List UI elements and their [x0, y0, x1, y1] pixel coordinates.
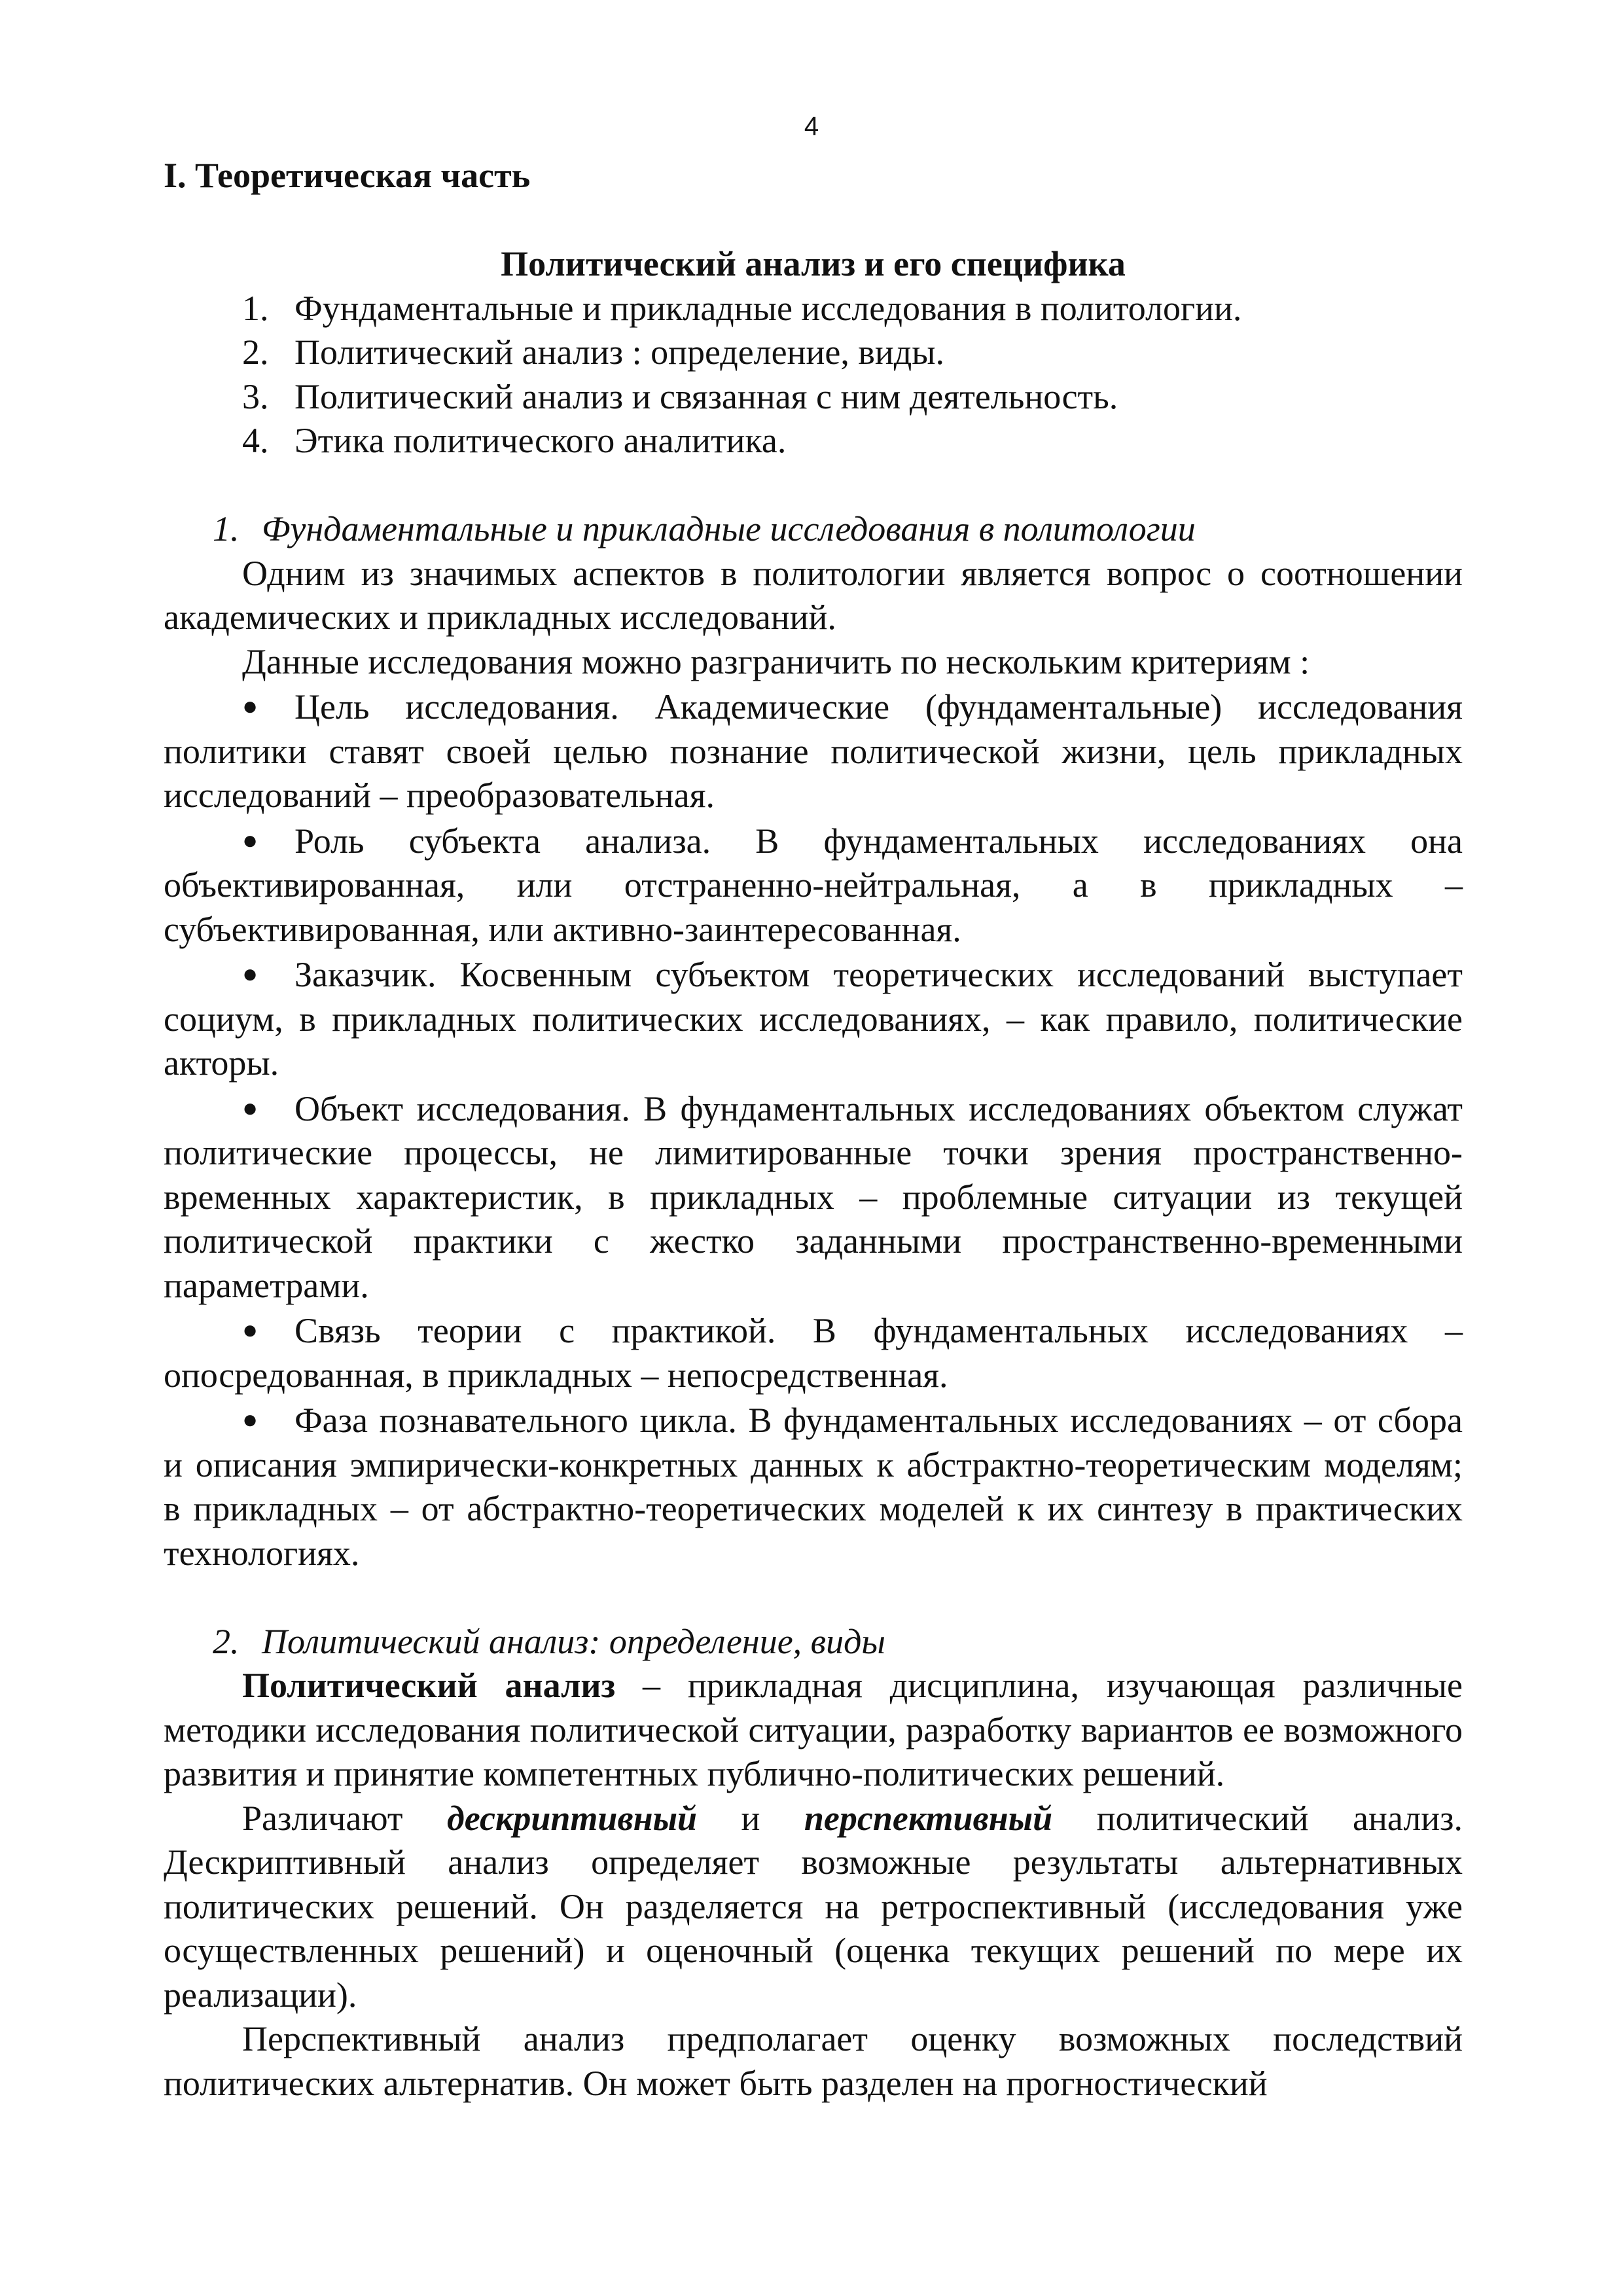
criterion-text: Заказчик. Косвенным субъектом теоретических исследований выступает социум, в прикладных политических исследованиях, – как правило, политические акторы. — [164, 955, 1463, 1083]
part-title: I. Теоретическая часть — [164, 156, 531, 195]
criterion-item — [164, 1397, 1463, 1575]
criterion-text: Связь теории с практикой. В фундаментальных исследованиях – опосредованная, в прикладных – непосредственная. — [164, 1311, 1463, 1395]
section-2-heading — [164, 1620, 1463, 1664]
toc-item — [164, 419, 1463, 463]
toc-item — [164, 331, 1463, 375]
types-and: и — [697, 1798, 804, 1838]
section-1-heading — [164, 507, 1463, 552]
toc-item-number: 3. — [242, 376, 269, 416]
criterion-text: Объект исследования. В фундаментальных исследованиях объектом служат политические процессы, не лимитированные точки зрения пространственно-временных характеристик, в прикладных – проблемные ситуации из текущей политической практики с жестко заданными пространственно-временными параметрами. — [164, 1088, 1463, 1305]
analysis-types-paragraph — [164, 1797, 1463, 2018]
definition-paragraph — [164, 1664, 1463, 1797]
section-2-title: Политический анализ: определение, виды — [262, 1621, 885, 1661]
toc-item-number: 1. — [242, 288, 269, 328]
criteria-intro-paragraph: Данные исследования можно разграничить по нескольким критериям : — [242, 641, 1310, 681]
definition-term: Политический анализ — [242, 1666, 616, 1705]
bullet-icon: ● — [242, 1315, 259, 1344]
type-perspective: перспективный — [804, 1798, 1053, 1838]
toc-item — [164, 287, 1463, 331]
section-1-title: Фундаментальные и прикладные исследования в политологии — [262, 509, 1196, 548]
criterion-text: Фаза познавательного цикла. В фундаментальных исследованиях – от сбора и описания эмпирически-конкретных данных к абстрактно-теоретическим моделям; в прикладных – от абстрактно-теоретических моделей к их синтезу в практических технологиях. — [164, 1401, 1463, 1573]
section-1-number: 1. — [213, 509, 240, 548]
criterion-item — [164, 952, 1463, 1086]
perspective-analysis-paragraph: Перспективный анализ предполагает оценку возможных последствий политических альтернатив. Он может быть разделен на прогностический — [164, 2019, 1463, 2103]
spacer — [164, 1575, 1463, 1620]
criterion-text: Роль субъекта анализа. В фундаментальных исследованиях она объективированная, или отстраненно-нейтральная, а в прикладных – субъективированная, или активно-заинтересованная. — [164, 821, 1463, 949]
spacer — [164, 463, 1463, 508]
definition-text: – прикладная дисциплина, изучающая различные методики исследования политической ситуации, разработку вариантов ее возможного развития и принятие компетентных публично-политических решений. — [164, 1666, 1463, 1793]
page-number: 4 — [804, 112, 819, 141]
section-1-intro-paragraph: Одним из значимых аспектов в политологии является вопрос о соотношении академических и прикладных исследований. — [164, 553, 1463, 637]
bullet-icon: ● — [242, 1405, 259, 1434]
types-prefix: Различают — [242, 1798, 447, 1838]
spacer — [164, 198, 1463, 243]
bullet-icon: ● — [242, 825, 259, 855]
toc-item-number: 2. — [242, 332, 269, 372]
toc-item-text: Политический анализ и связанная с ним деятельность. — [294, 376, 1118, 416]
criterion-item — [164, 1086, 1463, 1308]
page-content — [164, 154, 1463, 2106]
toc-item-text: Этика политического аналитика. — [294, 421, 787, 460]
bullet-icon: ● — [242, 691, 259, 721]
types-suffix: политический анализ. Дескриптивный анализ определяет возможные результаты альтернативных политических решений. Он разделяется на ретроспективный (исследования уже осуществленных решений) и оценочный (оценка текущих решений по мере их реализации). — [164, 1798, 1463, 2015]
toc-item-text: Политический анализ : определение, виды. — [294, 332, 945, 372]
toc-item-text: Фундаментальные и прикладные исследования в политологии. — [294, 288, 1242, 328]
criterion-text: Цель исследования. Академические (фундаментальные) исследования политики ставят своей целью познание политической жизни, цель прикладных исследований – преобразовательная. — [164, 687, 1463, 815]
criterion-item — [164, 1308, 1463, 1397]
toc-item-number: 4. — [242, 421, 269, 460]
criterion-item — [164, 818, 1463, 952]
toc-item — [164, 375, 1463, 420]
type-descriptive: дескриптивный — [446, 1798, 698, 1838]
bullet-icon: ● — [242, 1092, 259, 1122]
chapter-title: Политический анализ и его специфика — [501, 244, 1126, 283]
section-2-number: 2. — [213, 1621, 240, 1661]
bullet-icon: ● — [242, 959, 259, 988]
chapter-contents-list — [164, 287, 1463, 463]
criterion-item — [164, 684, 1463, 818]
